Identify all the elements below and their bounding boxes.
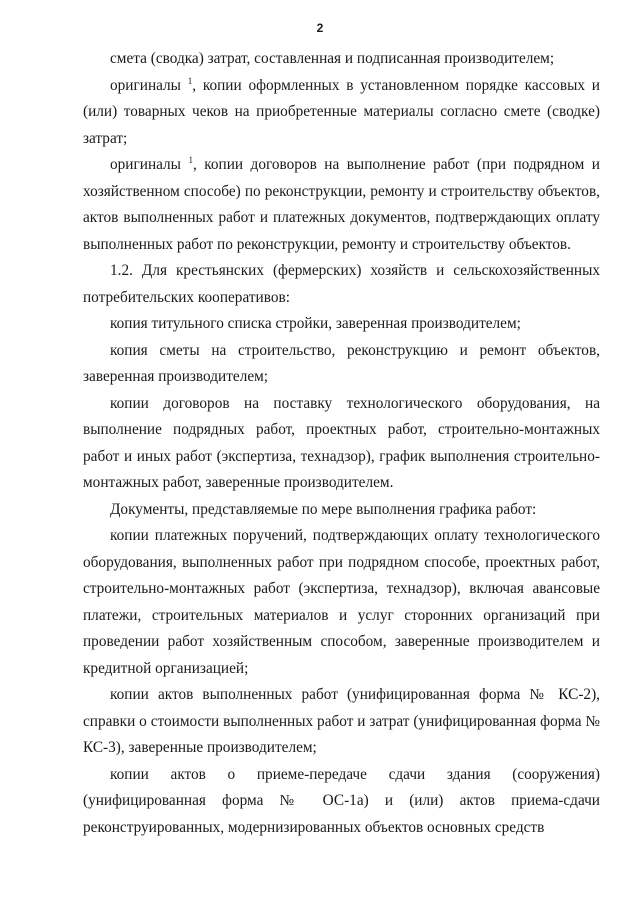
paragraph-receipts-rest: , копии оформленных в установленном порядке кассовых и (или) товарных чеков на приобретенные материалы согласно смете (сводке) затрат; — [83, 76, 600, 147]
paragraph-receipts — [83, 73, 600, 153]
paragraph-estimate: смета (сводка) затрат, составленная и подписанная производителем; — [110, 50, 555, 67]
paragraph-documents-schedule: Документы, представляемые по мере выполнения графика работ: — [110, 500, 537, 518]
footnote-marker: 1 — [188, 155, 193, 165]
page-number: 2 — [316, 21, 324, 35]
document-body — [83, 46, 600, 841]
paragraph-payment-orders: копии платежных поручений, подтверждающих оплату технологического оборудования, выполненных работ при подрядном способе, проектных работ, строительно-монтажных работ (экспертиза, технадзор), включая авансовые платежи, строительных материалов и услуг сторонних организаций при проведении работ хозяйственным способом, заверенные производителем и кредитной организацией; — [83, 527, 600, 677]
paragraph-contracts-start: оригиналы — [110, 156, 189, 173]
paragraph-title-list: копия титульного списка стройки, заверенная производителем; — [110, 315, 521, 332]
paragraph-receipts-start: оригиналы — [110, 76, 188, 94]
footnote-marker: 1 — [187, 75, 193, 86]
paragraph-transfer-acts: копии актов о приеме-передаче сдачи здания (сооружения) (унифицированная форма № ОС-1а) и (или) актов приема-сдачи реконструированных, модернизированных объектов основных средств — [83, 765, 600, 836]
section-heading-1-2: 1.2. Для крестьянских (фермерских) хозяйств и сельскохозяйственных потребительских кооперативов: — [83, 262, 600, 306]
paragraph-estimate-copy: копия сметы на строительство, реконструкцию и ремонт объектов, заверенная производителем; — [83, 341, 600, 385]
paragraph-contracts — [83, 152, 600, 258]
paragraph-supply-contracts: копии договоров на поставку технологического оборудования, на выполнение подрядных работ, проектных работ, строительно-монтажных работ и иных работ (экспертиза, технадзор), график выполнения строительно-монтажных работ, заверенные производителем. — [83, 394, 600, 491]
paragraph-contracts-rest: , копии договоров на выполнение работ (при подрядном и хозяйственном способе) по реконструкции, ремонту и строительству объектов, актов выполненных работ и платежных документов, подтверждающих оплату выполненных работ по реконструкции, ремонту и строительству объектов. — [83, 156, 600, 253]
paragraph-work-acts: копии актов выполненных работ (унифицированная форма № КС-2), справки о стоимости выполненных работ и затрат (унифицированная форма № КС-3), заверенные производителем; — [83, 686, 600, 756]
